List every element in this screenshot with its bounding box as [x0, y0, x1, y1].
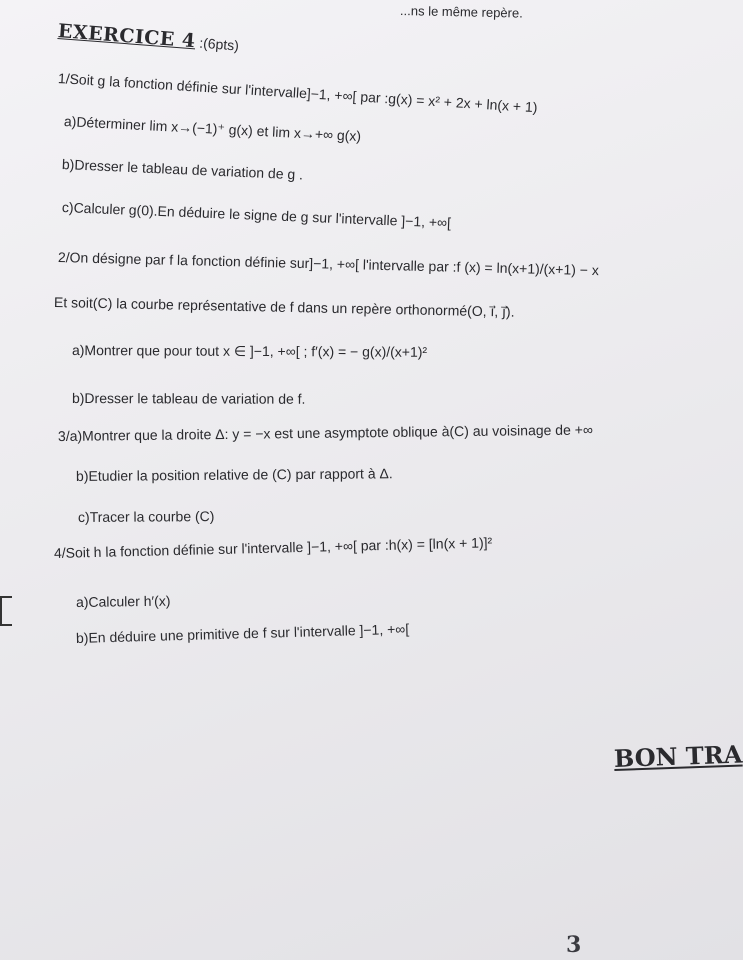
- closing-text: BON TRA: [613, 739, 743, 773]
- question-1a: a)Déterminer lim x→(−1)⁺ g(x) et lim x→+∞ g(x): [63, 113, 362, 145]
- page-number: 3: [566, 932, 582, 958]
- question-2-curve: Et soit(C) la courbe représentative de f dans un repère orthonormé(O, i⃗, j⃗).: [53, 294, 515, 320]
- top-fragment: ...ns le même repère.: [399, 3, 523, 21]
- question-4: 4/Soit h la fonction définie sur l'intervalle ]−1, +∞[ par :h(x) = [ln(x + 1)]²: [53, 534, 493, 561]
- question-1b: b)Dresser le tableau de variation de g .: [61, 156, 304, 183]
- question-3a: 3/a)Montrer que la droite Δ: y = −x est une asymptote oblique à(C) au voisinage de +∞: [57, 421, 593, 444]
- question-2b: b)Dresser le tableau de variation de f.: [71, 390, 306, 407]
- question-3b: b)Etudier la position relative de (C) par rapport à Δ.: [75, 465, 393, 484]
- question-1: 1/Soit g la fonction définie sur l'intervalle]−1, +∞[ par :g(x) = x² + 2x + ln(x + 1): [57, 70, 538, 116]
- question-4a: a)Calculer h′(x): [75, 592, 171, 610]
- exercise-header: [57, 20, 240, 56]
- margin-bracket: [0, 596, 12, 626]
- exercise-points: :(6pts): [198, 34, 240, 54]
- question-1c: c)Calculer g(0).En déduire le signe de g sur l'intervalle ]−1, +∞[: [61, 199, 452, 231]
- question-3c: c)Tracer la courbe (C): [77, 508, 215, 525]
- question-4b: b)En déduire une primitive de f sur l'intervalle ]−1, +∞[: [75, 620, 410, 646]
- question-2: 2/On désigne par f la fonction définie sur]−1, +∞[ l'intervalle par :f (x) = ln(x+1)/(x+1) − x: [57, 249, 600, 279]
- exercise-title: EXERCICE 4: [57, 20, 197, 53]
- question-2a: a)Montrer que pour tout x ∈ ]−1, +∞[ ; f′(x) = − g(x)/(x+1)²: [71, 342, 428, 360]
